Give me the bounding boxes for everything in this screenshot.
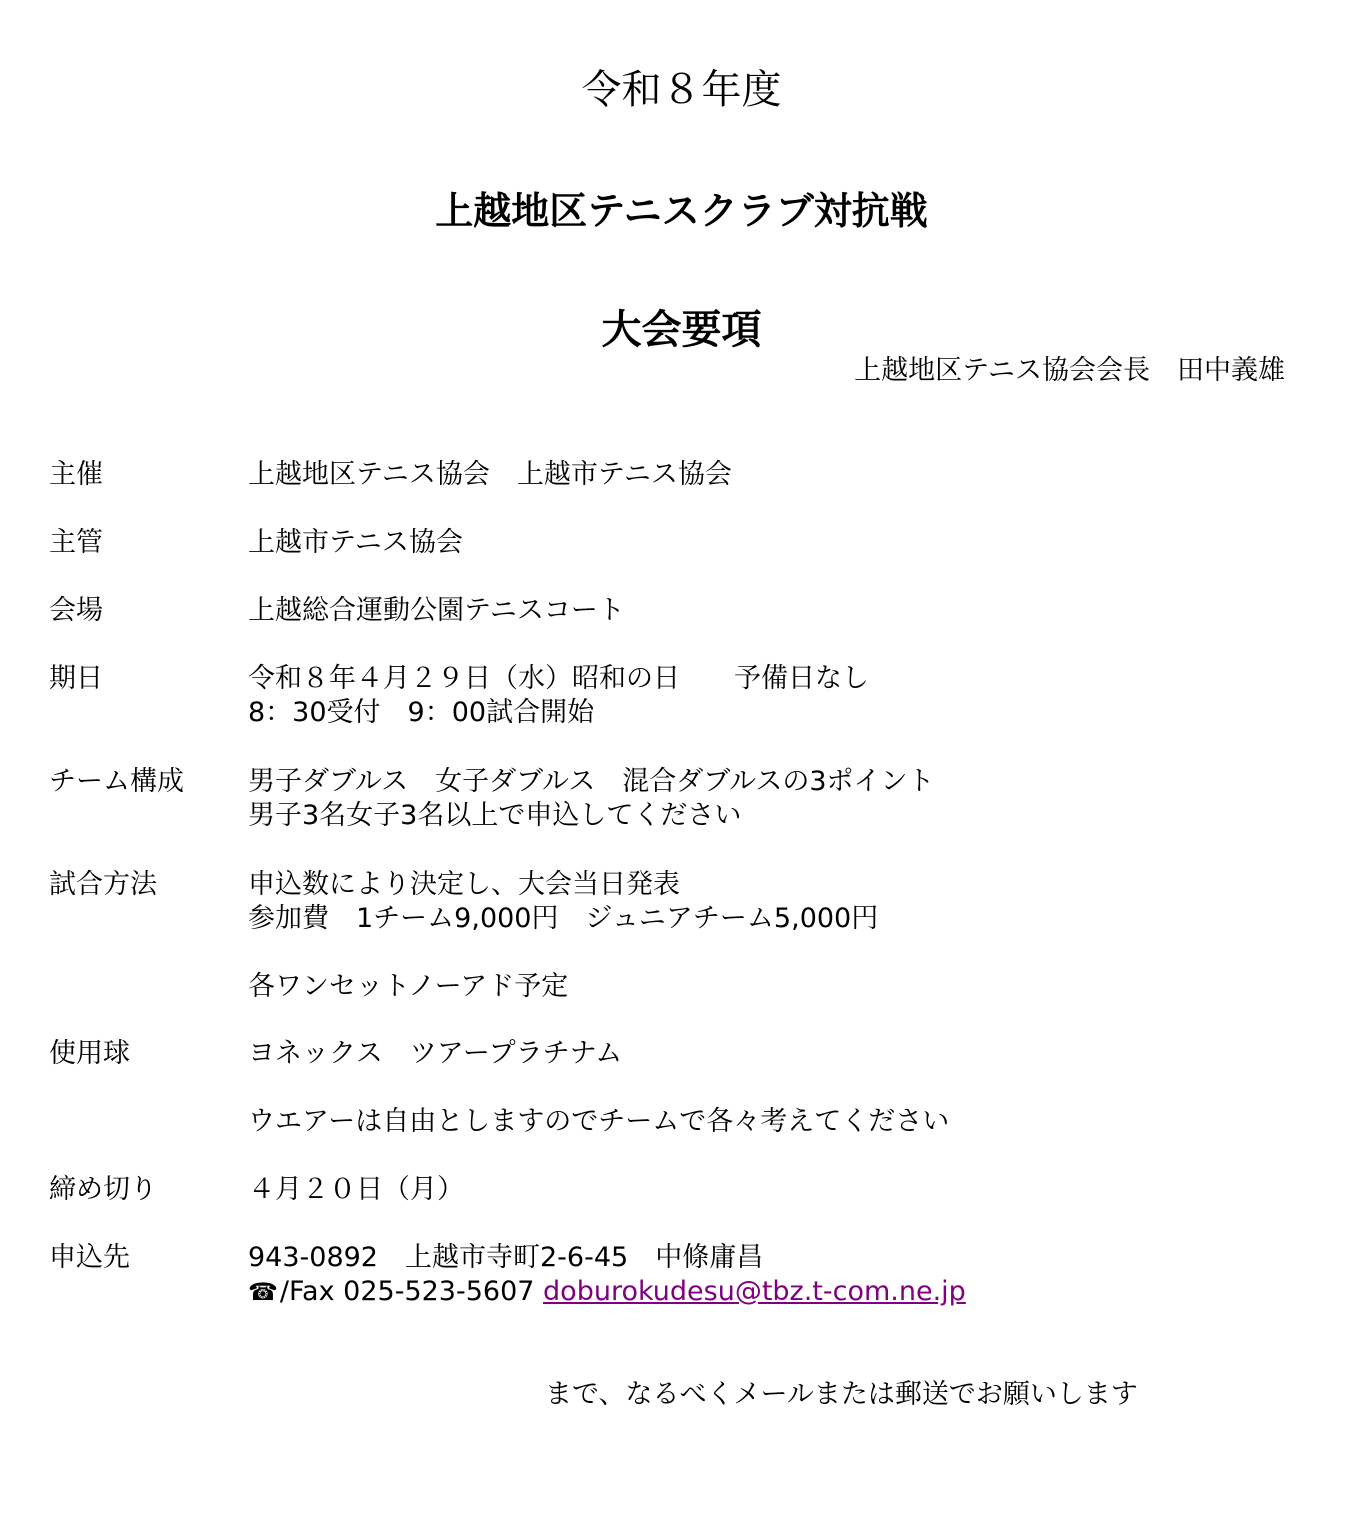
deadline-values [248,1173,464,1207]
closing-note: まで、なるべくメールまたは郵送でお願いします [545,1379,1138,1410]
author-signature: 上越地区テニス協会会長 田中義雄 [854,355,1285,386]
fee-value: 参加費 1チーム9,000円 ジュニアチーム5,000円 [248,903,879,934]
time-value: 8：30受付 9：00試合開始 [248,697,595,728]
document-title: 大会要項 [601,307,762,353]
venue-value: 上越総合運動公園テニスコート [248,595,625,626]
team-requirement-value: 男子3名女子3名以上で申込してください [248,800,742,831]
team-label: チーム構成 [49,766,184,797]
set-format-value: 各ワンセットノーアド予定 [248,971,569,1002]
team-composition-value: 男子ダブルス 女子ダブルス 混合ダブルスの3ポイント [248,766,935,797]
host-values [248,458,732,492]
organizer-values [248,526,463,560]
method-values [248,868,878,1004]
venue-label: 会場 [49,595,103,626]
deadline-label: 締め切り [49,1174,157,1205]
organizer-value: 上越市テニス協会 [248,527,463,558]
team-values [248,765,935,833]
organizer-label: 主管 [49,527,103,558]
fiscal-year-heading: 令和８年度 [581,67,782,113]
fax-number: /Fax 025-523-5607 [279,1276,535,1307]
ball-values [248,1037,949,1139]
date-values [248,662,869,730]
ball-label: 使用球 [49,1038,130,1069]
ball-value: ヨネックス ツアープラチナム [248,1038,623,1069]
date-label: 期日 [49,663,103,694]
wear-note: ウエアーは自由としますのでチームで各々考えてください [248,1106,950,1137]
method-label: 試合方法 [49,869,157,900]
apply-values [248,1241,966,1309]
date-value: 令和８年４月２９日（水）昭和の日 予備日なし [248,663,869,694]
method-value: 申込数により決定し、大会当日発表 [248,869,680,900]
email-link[interactable]: doburokudesu@tbz.t-com.ne.jp [543,1276,966,1307]
venue-values [248,594,625,628]
apply-label: 申込先 [49,1242,130,1273]
event-title: 上越地区テニスクラブ対抗戦 [435,189,928,233]
host-label: 主催 [49,459,103,490]
deadline-value: ４月２０日（月） [248,1174,464,1205]
apply-contact [248,1275,966,1309]
host-value: 上越地区テニス協会 上越市テニス協会 [248,459,732,490]
apply-address: 943-0892 上越市寺町2-6-45 中條庸昌 [248,1242,764,1273]
telephone-icon: ☎ [248,1278,278,1306]
